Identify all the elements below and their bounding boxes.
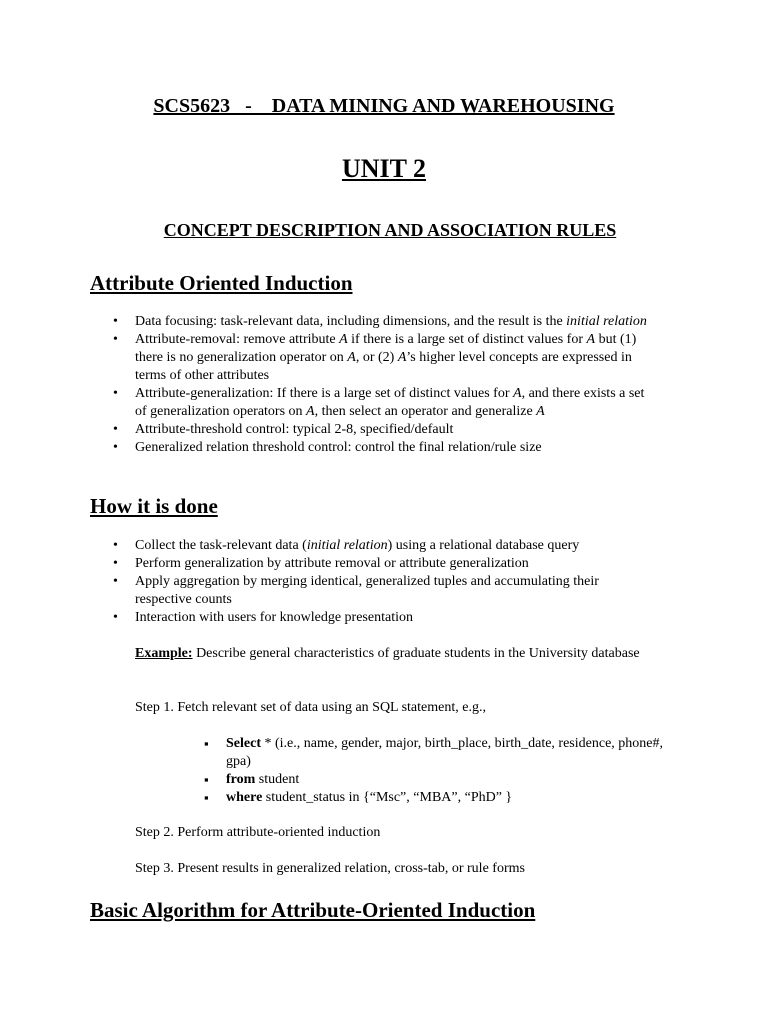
step-2: Step 2. Perform attribute-oriented induction [135, 825, 381, 840]
step-1: Step 1. Fetch relevant set of data using an SQL statement, e.g., [135, 700, 486, 715]
unit-title: UNIT 2 [341, 154, 427, 183]
list-item: ▪ where student_status in {“Msc”, “MBA”, “PhD” } [226, 789, 666, 807]
list-item: • Interaction with users for knowledge presentation [135, 609, 655, 627]
section-heading-how-it-is-done: How it is done [90, 494, 218, 518]
example-paragraph: Example: Describe general characteristics of graduate students in the University database [135, 646, 640, 661]
section-heading-attribute-oriented-induction: Attribute Oriented Induction [90, 271, 353, 295]
example-label: Example: [135, 646, 193, 661]
list-item: ▪ Select * (i.e., name, gender, major, birth_place, birth_date, residence, phone#, gpa) [226, 735, 666, 771]
list-item: • Data focusing: task-relevant data, including dimensions, and the result is the initial relation [135, 313, 655, 331]
list-item: • Attribute-removal: remove attribute A if there is a large set of distinct values for A but (1) there is no generalization operator on A, or (2) A’s higher level concepts are expressed in terms of other attributes [135, 331, 655, 385]
course-title: SCS5623 - DATA MINING AND WAREHOUSING [153, 95, 615, 117]
list-item: • Generalized relation threshold control: control the final relation/rule size [135, 439, 655, 457]
section-heading-basic-algorithm: Basic Algorithm for Attribute-Oriented Induction [90, 898, 536, 922]
step-3: Step 3. Present results in generalized relation, cross-tab, or rule forms [135, 861, 525, 876]
sql-statement-list [226, 735, 666, 807]
how-it-is-done-bullet-list [135, 537, 655, 627]
list-item: • Perform generalization by attribute removal or attribute generalization [135, 555, 655, 573]
list-item: ▪ from student [226, 771, 666, 789]
list-item: • Collect the task-relevant data (initial relation) using a relational database query [135, 537, 655, 555]
chapter-title: CONCEPT DESCRIPTION AND ASSOCIATION RULES [163, 220, 617, 240]
list-item: • Apply aggregation by merging identical, generalized tuples and accumulating their respective counts [135, 573, 655, 609]
list-item: • Attribute-generalization: If there is a large set of distinct values for A, and there exists a set of generalization operators on A, then select an operator and generalize A [135, 385, 655, 421]
aoi-bullet-list [135, 313, 655, 457]
list-item: • Attribute-threshold control: typical 2-8, specified/default [135, 421, 655, 439]
